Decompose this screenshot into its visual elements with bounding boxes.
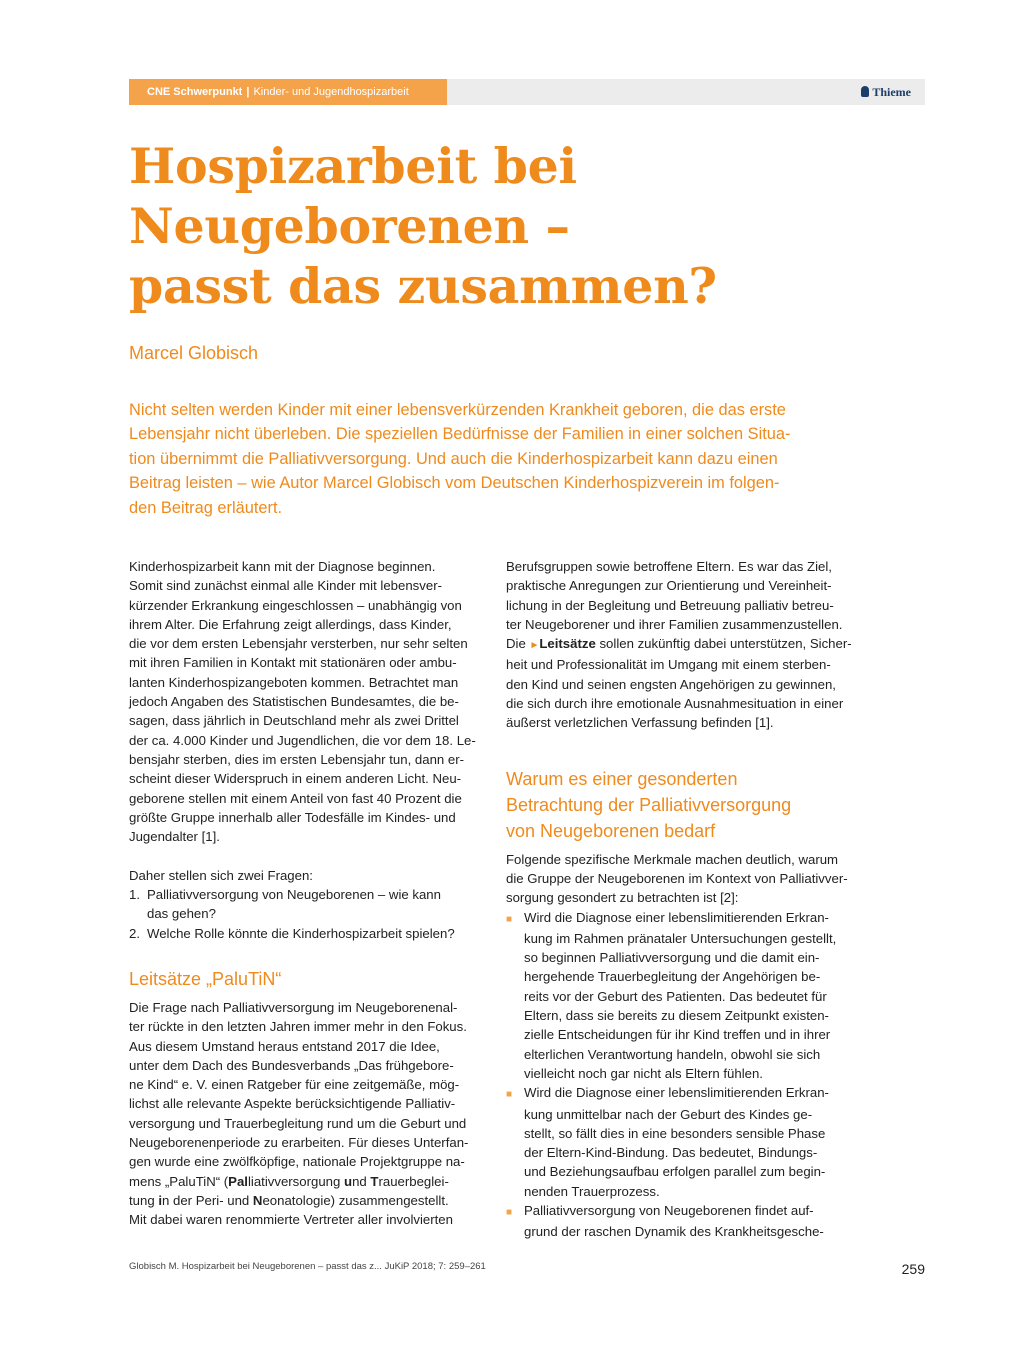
title-line: passt das zusammen? [129,257,717,315]
list-number: 1. [129,887,140,903]
title-line: Neugeborenen – [129,197,570,255]
text-line: kürzender Erkrankung eingeschlossen – unabhängig von [129,597,462,613]
acronym-letter: N [252,1192,263,1208]
text-line: geborene stellen mit einem Anteil von fast 40 Prozent die [129,790,462,806]
text-line: elterlichen Verantwortung handeln, obwohl sie sich [524,1046,821,1062]
text-fragment: mens „PaluTiN“ ( [129,1173,229,1189]
cross-reference-link[interactable]: Leitsätze [539,636,596,652]
text-line: sagen, dass jährlich in Deutschland mehr als zwei Drittel [129,713,459,729]
bullet-square-icon: ■ [506,1207,513,1219]
text-line: scheint dieser Widerspruch in einem anderen Licht. Neu- [129,771,462,787]
text-line [506,908,844,929]
text-line: Mit dabei waren renommierte Vertreter aller involvierten [129,1212,453,1228]
section-heading: Leitsätze „PaluTiN“ [129,968,282,989]
acronym-line [129,1172,467,1191]
text-line: ihrem Alter. Die Erfahrung zeigt allerdings, dass Kinder, [129,616,452,632]
text-line: Folgende spezifische Merkmale machen deutlich, warum [506,851,839,867]
page-number: 259 [901,1261,925,1277]
list-item [129,924,467,943]
bullet-square-icon: ■ [506,913,513,925]
cross-reference-arrow-icon: ► [529,640,540,652]
text-line: hergehende Trauerbegleitung der Angehörigen be- [524,969,821,985]
acronym-line [129,1191,467,1210]
text-line: nenden Trauerprozess. [524,1183,660,1199]
lead-line: Nicht selten werden Kinder mit einer lebensverkürzenden Krankheit geboren, die das erste [129,401,786,419]
text-line: größte Gruppe innerhalb aller Todesfälle im Kindes- und [129,809,456,825]
text-line: gen wurde eine zwölfköpfige, nationale Projektgruppe na- [129,1154,465,1170]
thieme-logo-icon [861,86,869,97]
section-intro [506,850,848,908]
topic-label: Kinder- und Jugendhospizarbeit [253,86,409,98]
intro-paragraph [129,557,476,846]
text-fragment: Wird die Diagnose einer lebenslimitierenden Erkran- [524,909,829,925]
acronym-letter: Pal [228,1173,248,1189]
text-line: ter rückte in den letzten Jahren immer mehr in den Fokus. [129,1019,467,1035]
text-line: kung im Rahmen pränataler Untersuchungen gestellt, [524,930,837,946]
bullet-square-icon: ■ [506,1089,513,1101]
text-line: versorgung und Trauerbegleitung rund um die Geburt und [129,1115,467,1131]
text-fragment: Wird die Diagnose einer lebenslimitierenden Erkran- [524,1085,829,1101]
publisher-logo [861,79,911,105]
text-line: zielle Entscheidungen für ihr Kind treffen und in ihrer [524,1027,831,1043]
text-line: Neugeborenenperiode zu erarbeiten. Für dieses Unterfan- [129,1135,469,1151]
text-line: den Kind und seinen engsten Angehörigen zu gewinnen, [506,676,836,692]
text-fragment: tung [129,1192,159,1208]
text-line: vielleicht noch gar nicht als Eltern fühlen. [524,1065,763,1081]
text-line: so beginnen Palliativversorgung und die damit ein- [524,950,820,966]
text-fragment: eonatologie) zusammengestellt. [262,1192,449,1208]
section-label: CNE Schwerpunkt [147,86,243,98]
list-number: 2. [129,925,140,941]
list-item [129,885,467,904]
running-header [129,79,925,105]
list-item-text: Palliativversorgung von Neugeborenen – wie kann [147,887,441,903]
header-separator: | [246,86,250,98]
text-fragment: nd [352,1173,371,1189]
text-fragment: n der Peri- und [162,1192,253,1208]
text-line: der ca. 4.000 Kinder und Jugendlichen, die vor dem 18. Le- [129,732,476,748]
text-line: die vor dem ersten Lebensjahr versterben, nur sehr selten [129,636,468,652]
numbered-list [129,885,467,943]
section-paragraph [129,998,467,1230]
lead-line: tion übernimmt die Palliativversorgung. Und auch die Kinderhospizarbeit kann dazu einen [129,449,778,468]
text-line: äußerst verletzlichen Verfassung befinden [1]. [506,715,774,731]
text-line: Die Frage nach Palliativversorgung im Neugeborenenal- [129,999,458,1015]
text-line: stellt, so fällt dies in eine besonders sensible Phase [524,1125,826,1141]
article-title [129,136,929,316]
list-item [506,908,844,1084]
title-line: Hospizarbeit bei [129,137,577,195]
lead-line: Beitrag leisten – wie Autor Marcel Globisch vom Deutschen Kinderhospizverein im folgen- [129,474,780,493]
heading-line: Betrachtung der Palliativversorgung [506,794,792,815]
text-line: reits vor der Geburt des Patienten. Das bedeutet für [524,988,827,1004]
text-fragment: Palliativversorgung von Neugeborenen findet auf- [524,1203,814,1219]
acronym-letter: u [344,1173,353,1189]
publisher-name: Thieme [872,85,911,99]
text-line: Somit sind zunächst einmal alle Kinder mit lebensver- [129,578,442,594]
text-line: ne Kind“ e. V. einen Ratgeber für eine zeitgemäße, mög- [129,1077,460,1093]
text-line: Eltern, dass sie bereits zu diesem Zeitpunkt existen- [524,1008,829,1024]
text-line: lichst alle relevante Aspekte berücksichtigende Palliativ- [129,1096,456,1112]
questions-intro: Daher stellen sich zwei Fragen: [129,867,313,883]
text-line [506,634,852,655]
text-line: heit und Professionalität im Umgang mit einem sterben- [506,657,831,673]
acronym-letter: i [158,1192,163,1208]
text-line: ter Neugeborener und ihrer Familien zusammenzustellen. [506,616,843,632]
text-fragment: liativversorgung [247,1173,344,1189]
text-fragment: rauerbeglei- [378,1173,449,1189]
lead-line: den Beitrag erläutert. [129,498,283,517]
text-line: unter dem Dach des Bundesverbands „Das frühgebore- [129,1057,454,1073]
text-fragment: Die [506,636,530,652]
text-line: die Gruppe der Neugeborenen im Kontext von Palliativver- [506,870,848,886]
text-line: jedoch Angaben des Statistischen Bundesamtes, die be- [129,694,459,710]
heading-line: von Neugeborenen bedarf [506,820,716,841]
article-author: Marcel Globisch [129,343,259,363]
list-item-text: Welche Rolle könnte die Kinderhospizarbeit spielen? [147,925,455,941]
section-heading [506,766,844,844]
list-item-continuation: das gehen? [147,906,216,922]
text-line: Jugendalter [1]. [129,829,220,845]
text-line: lichung in der Begleitung und Betreuung palliativ betreu- [506,597,834,613]
text-line: grund der raschen Dynamik des Krankheitsgesche- [524,1224,824,1240]
text-line: kung unmittelbar nach der Geburt des Kindes ge- [524,1106,813,1122]
text-line: bensjahr sterben, dies im ersten Lebensjahr tun, dann er- [129,751,465,767]
text-line: Berufsgruppen sowie betroffene Eltern. Es war das Ziel, [506,559,832,574]
text-line: mit ihren Familien in Kontakt mit stationären oder ambu- [129,655,457,671]
text-line [506,1083,844,1104]
bullet-list [506,908,844,1242]
text-fragment: sollen zukünftig dabei unterstützen, Sicher- [595,636,852,652]
text-line: sorgung gesondert zu betrachten ist [2]: [506,890,739,906]
text-line: praktische Anregungen zur Orientierung und Vereinheit- [506,578,832,594]
list-item [506,1083,844,1201]
text-line: Aus diesem Umstand heraus entstand 2017 die Idee, [129,1038,440,1054]
text-line: der Eltern-Kind-Bindung. Das bedeutet, Bindungs- [524,1145,818,1161]
lead-line: Lebensjahr nicht überleben. Die speziellen Bedürfnisse der Familien in einer solchen Situa- [129,425,791,444]
text-line: die sich durch ihre emotionale Ausnahmesituation in einer [506,696,844,712]
continuation-paragraph [506,557,852,733]
left-column [129,557,476,1230]
footer-citation: Globisch M. Hospizarbeit bei Neugeborenen – passt das z... JuKiP 2018; 7: 259–261 [129,1261,486,1272]
text-line: lanten Kinderhospizangeboten kommen. Betrachtet man [129,674,459,690]
paragraph-gap [129,846,467,865]
text-line: und Beziehungsaufbau erfolgen parallel zum begin- [524,1164,826,1180]
right-column [506,557,852,1242]
article-lead [129,398,841,520]
section-tag [129,79,447,105]
acronym-letter: T [370,1173,379,1189]
text-line [506,1201,844,1222]
text-line: Kinderhospizarbeit kann mit der Diagnose beginnen. [129,559,436,574]
heading-line: Warum es einer gesonderten [506,768,738,789]
list-item [506,1201,844,1242]
